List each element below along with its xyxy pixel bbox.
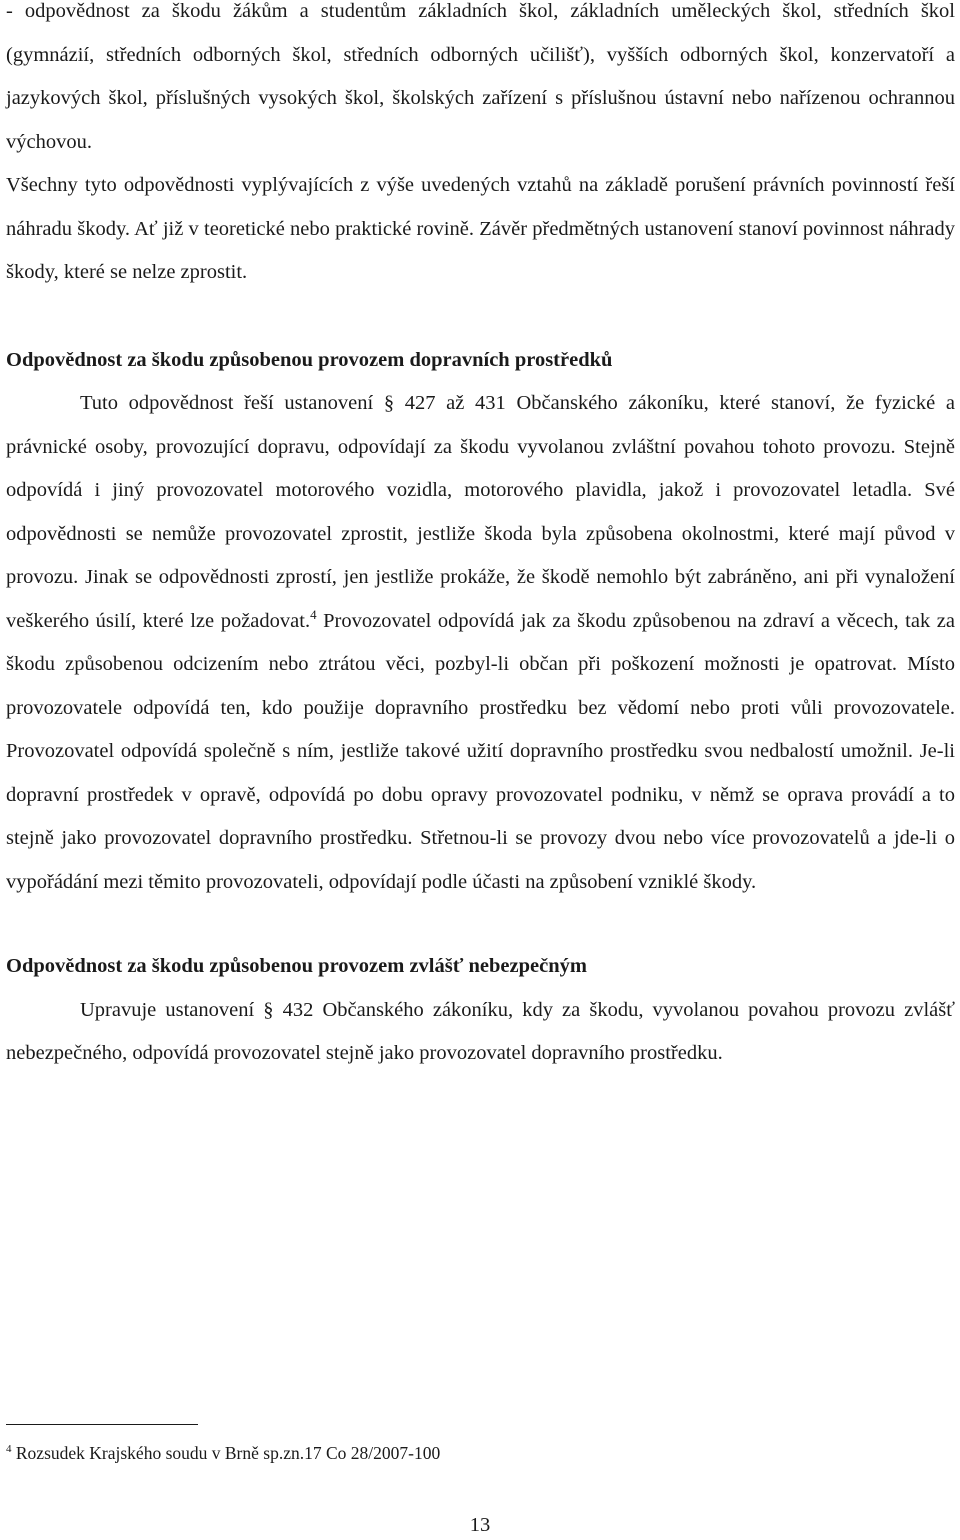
transport-text-start: Tuto odpovědnost řeší ustanovení § 427 až 431 Občanského zákoníku, které stanoví, že fyzické a právnické osoby, provozující dopravu, odpovídají za škodu vyvolanou zvláštní povahou tohoto provozu. Stejně odpovídá i jiný provozovatel motorového vozidla, motorového plavidla, jakož i provozovatel letadla. Své odpovědnosti se nemůže provozovatel zprostit, jestliže škoda byla způsobena okolnostmi, které mají původ v provozu. Jinak se odpovědnosti zprostí, jen jestliže prokáže, že škodě nemohlo být zabráněno, ani při vynaložení veškerého úsilí, které lze požadovat. (6, 392, 955, 632)
paragraph-summary: Všechny tyto odpovědnosti vyplývajících z výše uvedených vztahů na základě porušení právních povinností řeší náhradu škody. Ať již v teoretické nebo praktické rovině. Závěr předmětných ustanovení stanoví povinnost náhrady škody, které se nelze zprostit. (6, 174, 955, 283)
footnote-text: Rozsudek Krajského soudu v Brně sp.zn.17 Co 28/2007-100 (11, 1443, 441, 1463)
transport-text-end: Provozovatel odpovídá jak za škodu způsobenou na zdraví a věcech, tak za škodu způsobenou odcizením nebo ztrátou věci, pozbyl-li občan při poškození možnosti je opatrovat. Místo provozovatele odpovídá ten, kdo použije dopravního prostředku bez vědomí nebo proti vůli provozovatele. Provozovatel odpovídá společně s ním, jestliže takové užití dopravního prostředku svou nedbalostí umožnil. Je-li dopravní prostředek v opravě, odpovídá po dobu opravy provozovatel podniku, v němž se oprava provádí a to stejně jako provozovatel dopravního prostředku. Střetnou-li se provozy dvou nebo více provozovatelů a jde-li o vypořádání mezi těmito provozovateli, odpovídají podle účasti na způsobení vzniklé škody. (6, 609, 955, 893)
footnote (6, 1438, 440, 1468)
footnote-number: 4 (6, 1443, 12, 1455)
footnote-reference: 4 (310, 606, 317, 622)
document-page (6, 0, 955, 1076)
footnote-divider (6, 1424, 198, 1425)
page-number: 13 (469, 1514, 491, 1536)
section-heading-transport: Odpovědnost za škodu způsobenou provozem dopravních prostředků (6, 348, 613, 371)
paragraph-dangerous-operation: Upravuje ustanovení § 432 Občanského zákoníku, kdy za škodu, vyvolanou povahou provozu zvlášť nebezpečného, odpovídá provozovatel stejně jako provozovatel dopravního prostředku. (6, 998, 955, 1064)
section-heading-dangerous-operation: Odpovědnost za škodu způsobenou provozem zvlášť nebezpečným (6, 955, 587, 977)
paragraph-school-liability: - odpovědnost za škodu žákům a studentům základních škol, základních uměleckých škol, středních škol (gymnázií, středních odborných škol, středních odborných učilišť), vyšších odborných škol, konzervatoří a jazykových škol, příslušných vysokých škol, školských zařízení s příslušnou ústavní nebo nařízenou ochrannou výchovou. (6, 0, 955, 153)
paragraph-transport-liability (6, 382, 955, 904)
